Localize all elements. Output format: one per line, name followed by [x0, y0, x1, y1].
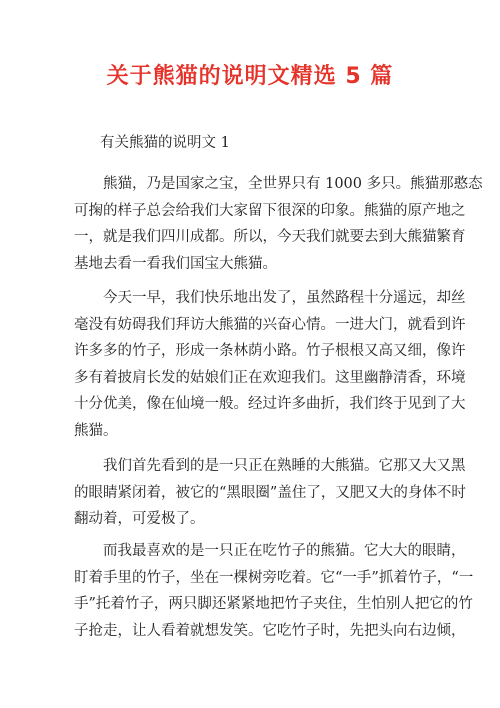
paragraph-line: 的眼睛紧闭着，被它的“黑眼圈”盖住了，又肥又大的身体不时: [74, 484, 466, 501]
paragraph-line: 基地去看一看我们国宝大熊猫。: [74, 255, 277, 272]
paragraph-1: [74, 171, 483, 277]
paragraph-4: [74, 538, 474, 644]
paragraph-line: 翻动着，可爱极了。: [74, 511, 205, 527]
paragraph-line: 毫没有妨碍我们拜访大熊猫的兴奋心情。一进大门，就看到许: [74, 316, 466, 333]
paragraph-line: 可掬的样子总会给我们大家留下很深的印象。熊猫的原产地之: [74, 202, 466, 219]
paragraph-line: 手”托着竹子，两只脚还紧紧地把竹子夹住，生怕别人把它的竹: [74, 596, 473, 612]
paragraph-line: 今天一早，我们快乐地出发了，虽然路程十分遥远，却丝: [74, 290, 466, 306]
paragraph-line: 许多多的竹子，形成一条林荫小路。竹子根根又高又细，像许: [74, 343, 466, 359]
paragraph-line: 而我最喜欢的是一只正在吃竹子的熊猫。它大大的眼睛，: [74, 543, 466, 559]
document-title: 关于熊猫的说明文精选 5 篇: [106, 64, 394, 89]
paragraph-3: [74, 453, 466, 533]
paragraph-line: 多有着披肩长发的姑娘们正在欢迎我们。这里幽静清香，环境: [74, 369, 466, 386]
paragraph-line: 熊猫。: [74, 422, 118, 439]
paragraph-line: 子抢走，让人看着就想发笑。它吃竹子时，先把头向右边倾，: [74, 622, 466, 639]
paragraph-line: 十分优美，像在仙境一般。经过许多曲折，我们终于见到了大: [74, 396, 466, 412]
paragraph-line: 盯着手里的竹子，坐在一棵树旁吃着。它“一手”抓着竹子，“一: [74, 569, 474, 586]
paragraph-line: 我们首先看到的是一只正在熟睡的大熊猫。它那又大又黑: [74, 458, 466, 474]
section-heading: 有关熊猫的说明文 1: [100, 135, 230, 151]
paragraph-line: 熊猫，乃是国家之宝，全世界只有 1000 多只。熊猫那憨态: [74, 176, 483, 192]
paragraph-2: [74, 285, 466, 444]
paragraph-line: 一，就是我们四川成都。所以，今天我们就要去到大熊猫繁育: [74, 229, 466, 245]
